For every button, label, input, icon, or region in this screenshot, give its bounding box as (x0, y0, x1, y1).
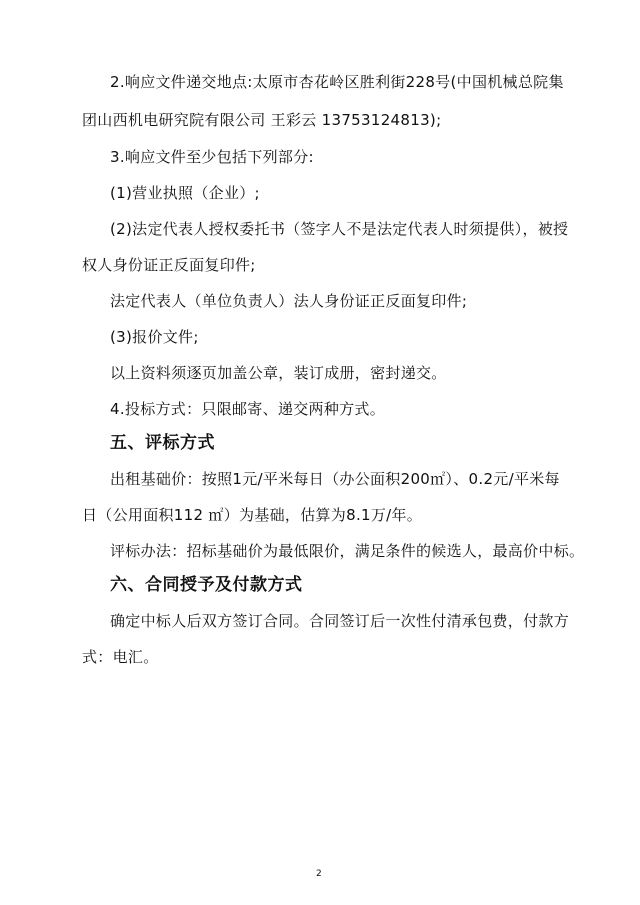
paragraph-line: 3.响应文件至少包括下列部分: (110, 148, 314, 166)
page-number: 2 (316, 869, 322, 879)
paragraph-line: 出租基础价：按照1元/平米每日（办公面积200㎡）、0.2元/平米每 (110, 470, 560, 488)
paragraph-line: 式：电汇。 (82, 648, 159, 666)
paragraph-line: 以上资料须逐页加盖公章，装订成册，密封递交。 (110, 364, 447, 382)
paragraph-line: (2)法定代表人授权委托书（签字人不是法定代表人时须提供），被授 (110, 220, 569, 238)
paragraph-line: 法定代表人（单位负责人）法人身份证正反面复印件; (110, 292, 468, 310)
paragraph-line: 权人身份证正反面复印件; (82, 256, 256, 274)
paragraph-line: 日（公用面积112 ㎡）为基础，估算为8.1万/年。 (82, 506, 423, 524)
paragraph-line: 确定中标人后双方签订合同。合同签订后一次性付清承包费，付款方 (110, 612, 570, 630)
section-heading-contract: 六、合同授予及付款方式 (110, 575, 303, 595)
section-heading-evaluation: 五、评标方式 (110, 433, 215, 453)
paragraph-line: (1)营业执照（企业）; (110, 184, 260, 202)
paragraph-line: 评标办法：招标基础价为最低限价，满足条件的候选人，最高价中标。 (110, 542, 585, 560)
paragraph-line: 4.投标方式：只限邮寄、递交两种方式。 (110, 400, 386, 418)
paragraph-line: 2.响应文件递交地点:太原市杏花岭区胜利街228号(中国机械总院集 (110, 73, 564, 91)
paragraph-line: (3)报价文件; (110, 328, 199, 346)
paragraph-line: 团山西机电研究院有限公司 王彩云 13753124813); (82, 111, 442, 129)
